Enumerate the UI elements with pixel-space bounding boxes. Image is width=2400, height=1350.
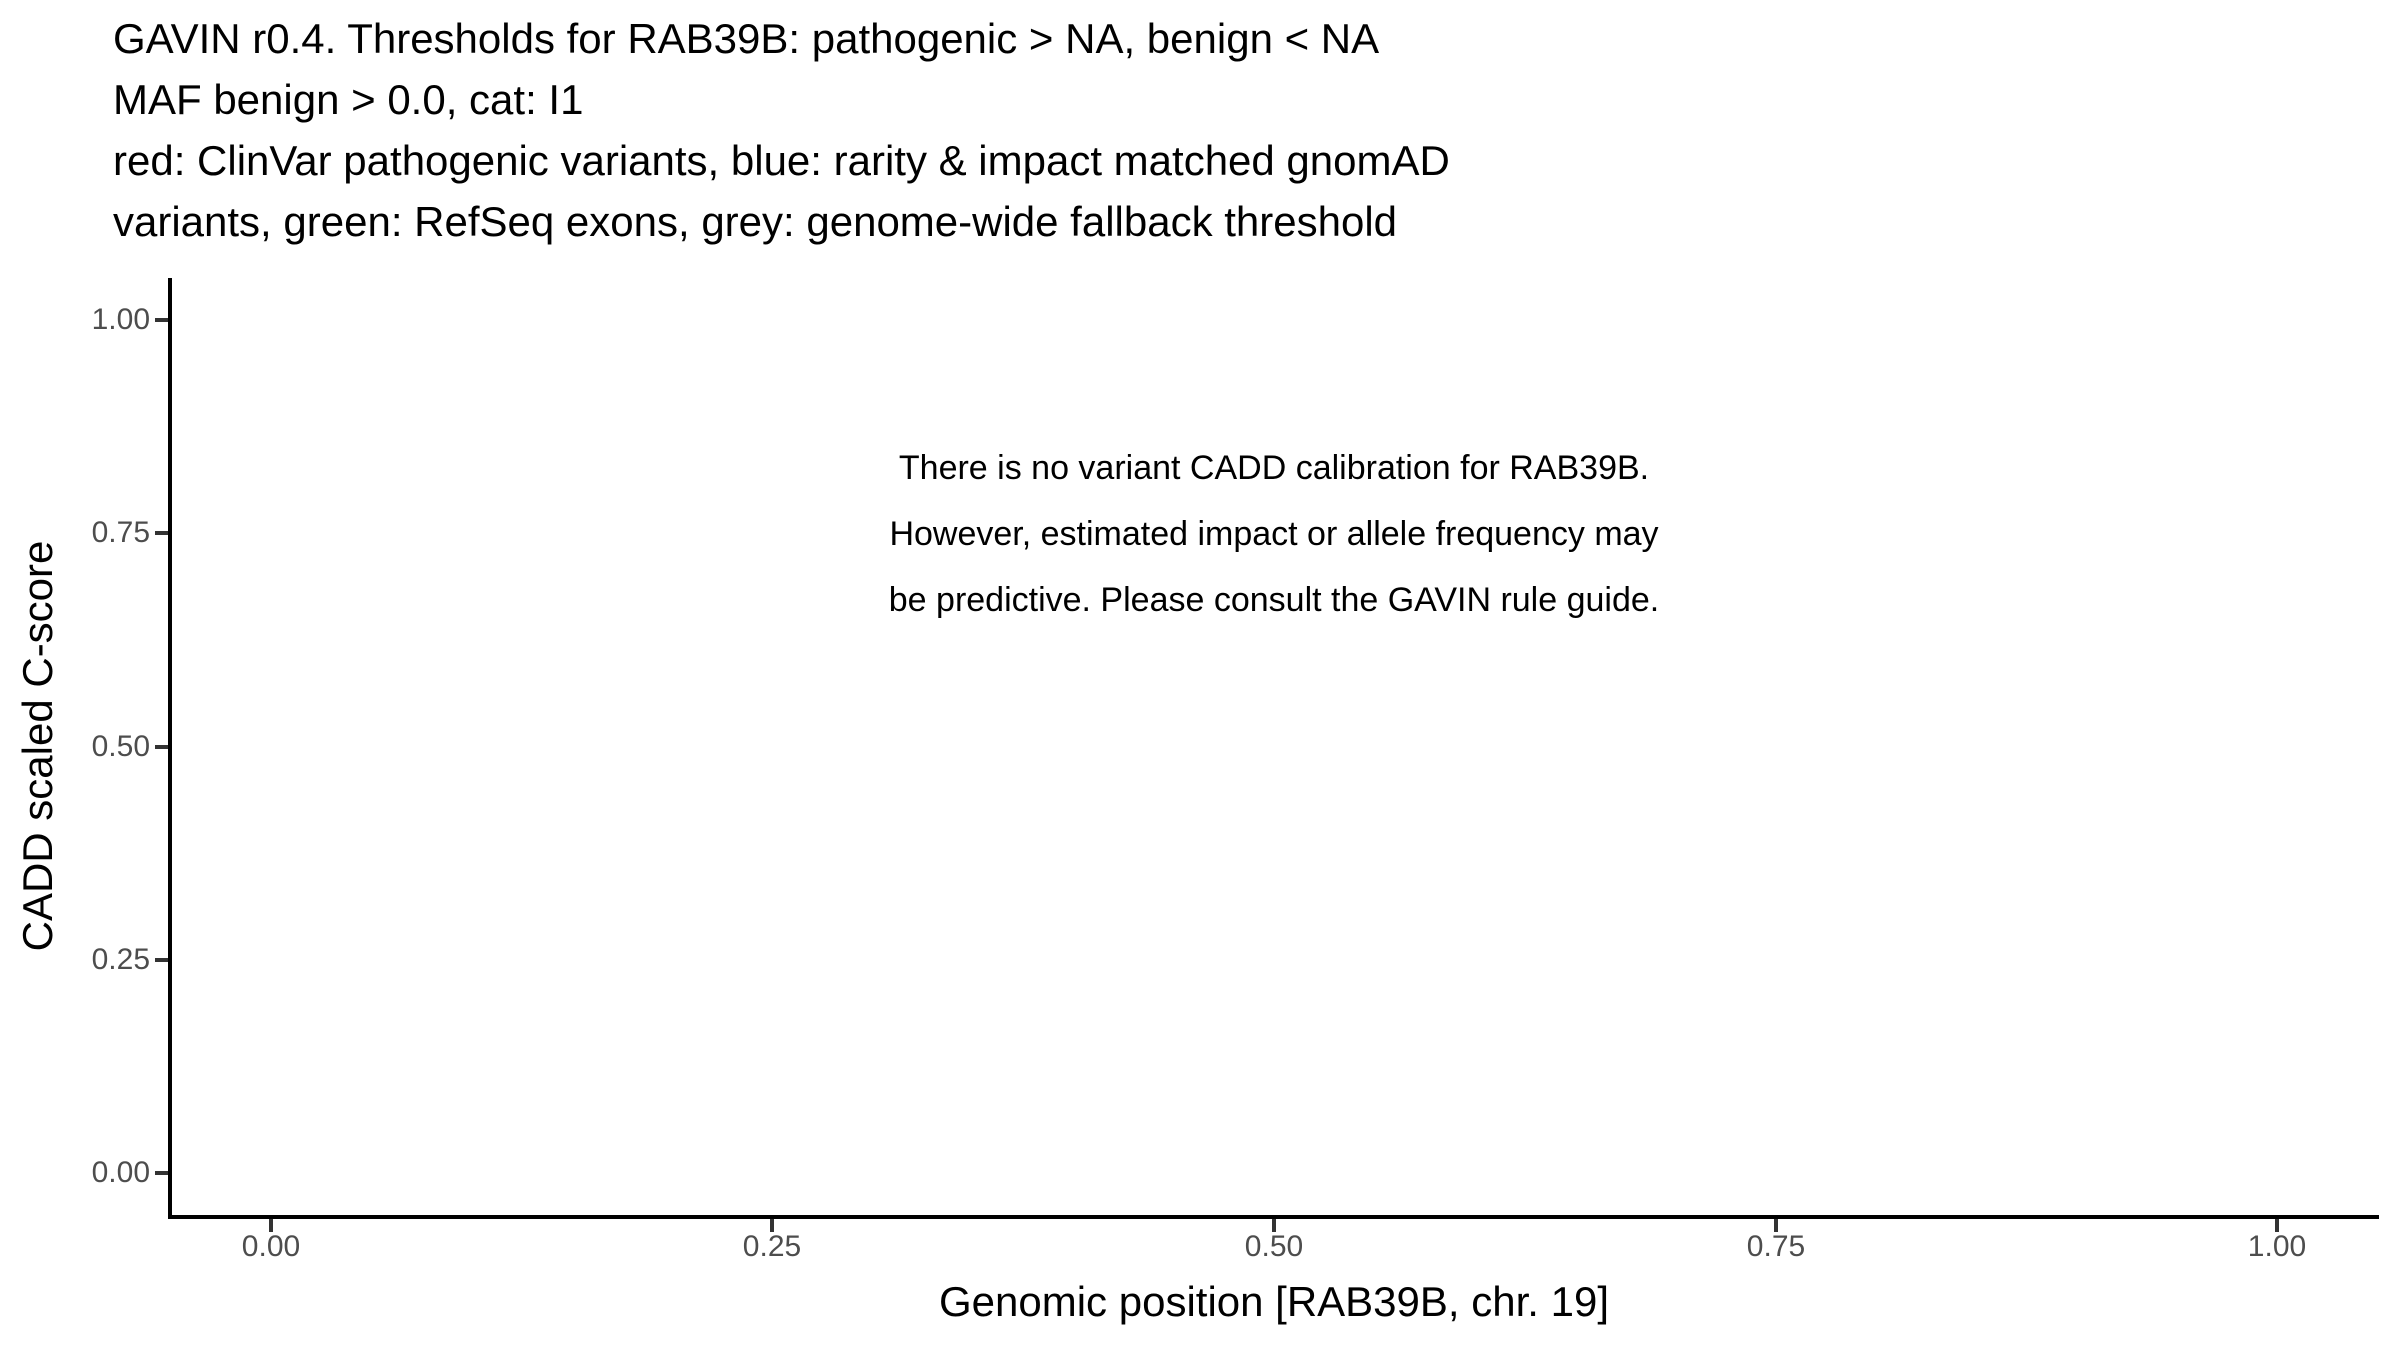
y-axis-title: CADD scaled C-score	[14, 540, 61, 952]
y-tick-label: 0.25	[91, 943, 150, 976]
x-tick-label: 0.50	[1244, 1230, 1304, 1263]
plot-title-line-3: red: ClinVar pathogenic variants, blue: rarity & impact matched gnomAD	[113, 137, 1450, 184]
plot-panel	[168, 278, 2379, 1219]
x-tick-label: 0.75	[1746, 1230, 1806, 1263]
annotation-line-2: However, estimated impact or allele frequency may	[889, 515, 1659, 553]
y-tick-mark	[155, 318, 168, 322]
annotation-line-1: There is no variant CADD calibration for RAB39B.	[898, 449, 1650, 487]
y-tick-mark	[155, 1171, 168, 1175]
y-tick-mark	[155, 958, 168, 962]
y-tick-label: 0.50	[91, 730, 150, 763]
plot-title	[113, 8, 1450, 252]
plot-title-line-2: MAF benign > 0.0, cat: I1	[113, 76, 584, 123]
plot-title-line-4: variants, green: RefSeq exons, grey: genome-wide fallback threshold	[113, 198, 1398, 245]
y-tick-label: 0.00	[91, 1156, 150, 1189]
y-tick-label: 0.75	[91, 516, 150, 549]
plot-title-line-1: GAVIN r0.4. Thresholds for RAB39B: pathogenic > NA, benign < NA	[113, 15, 1380, 62]
x-tick-label: 0.00	[241, 1230, 301, 1263]
y-tick-mark	[155, 531, 168, 535]
y-tick-mark	[155, 745, 168, 749]
y-tick-label: 1.00	[91, 303, 150, 336]
annotation-text	[889, 435, 1659, 633]
x-axis-title: Genomic position [RAB39B, chr. 19]	[938, 1278, 1610, 1325]
x-tick-label: 0.25	[742, 1230, 802, 1263]
x-tick-label: 1.00	[2247, 1230, 2307, 1263]
annotation-line-3: be predictive. Please consult the GAVIN rule guide.	[888, 581, 1660, 619]
